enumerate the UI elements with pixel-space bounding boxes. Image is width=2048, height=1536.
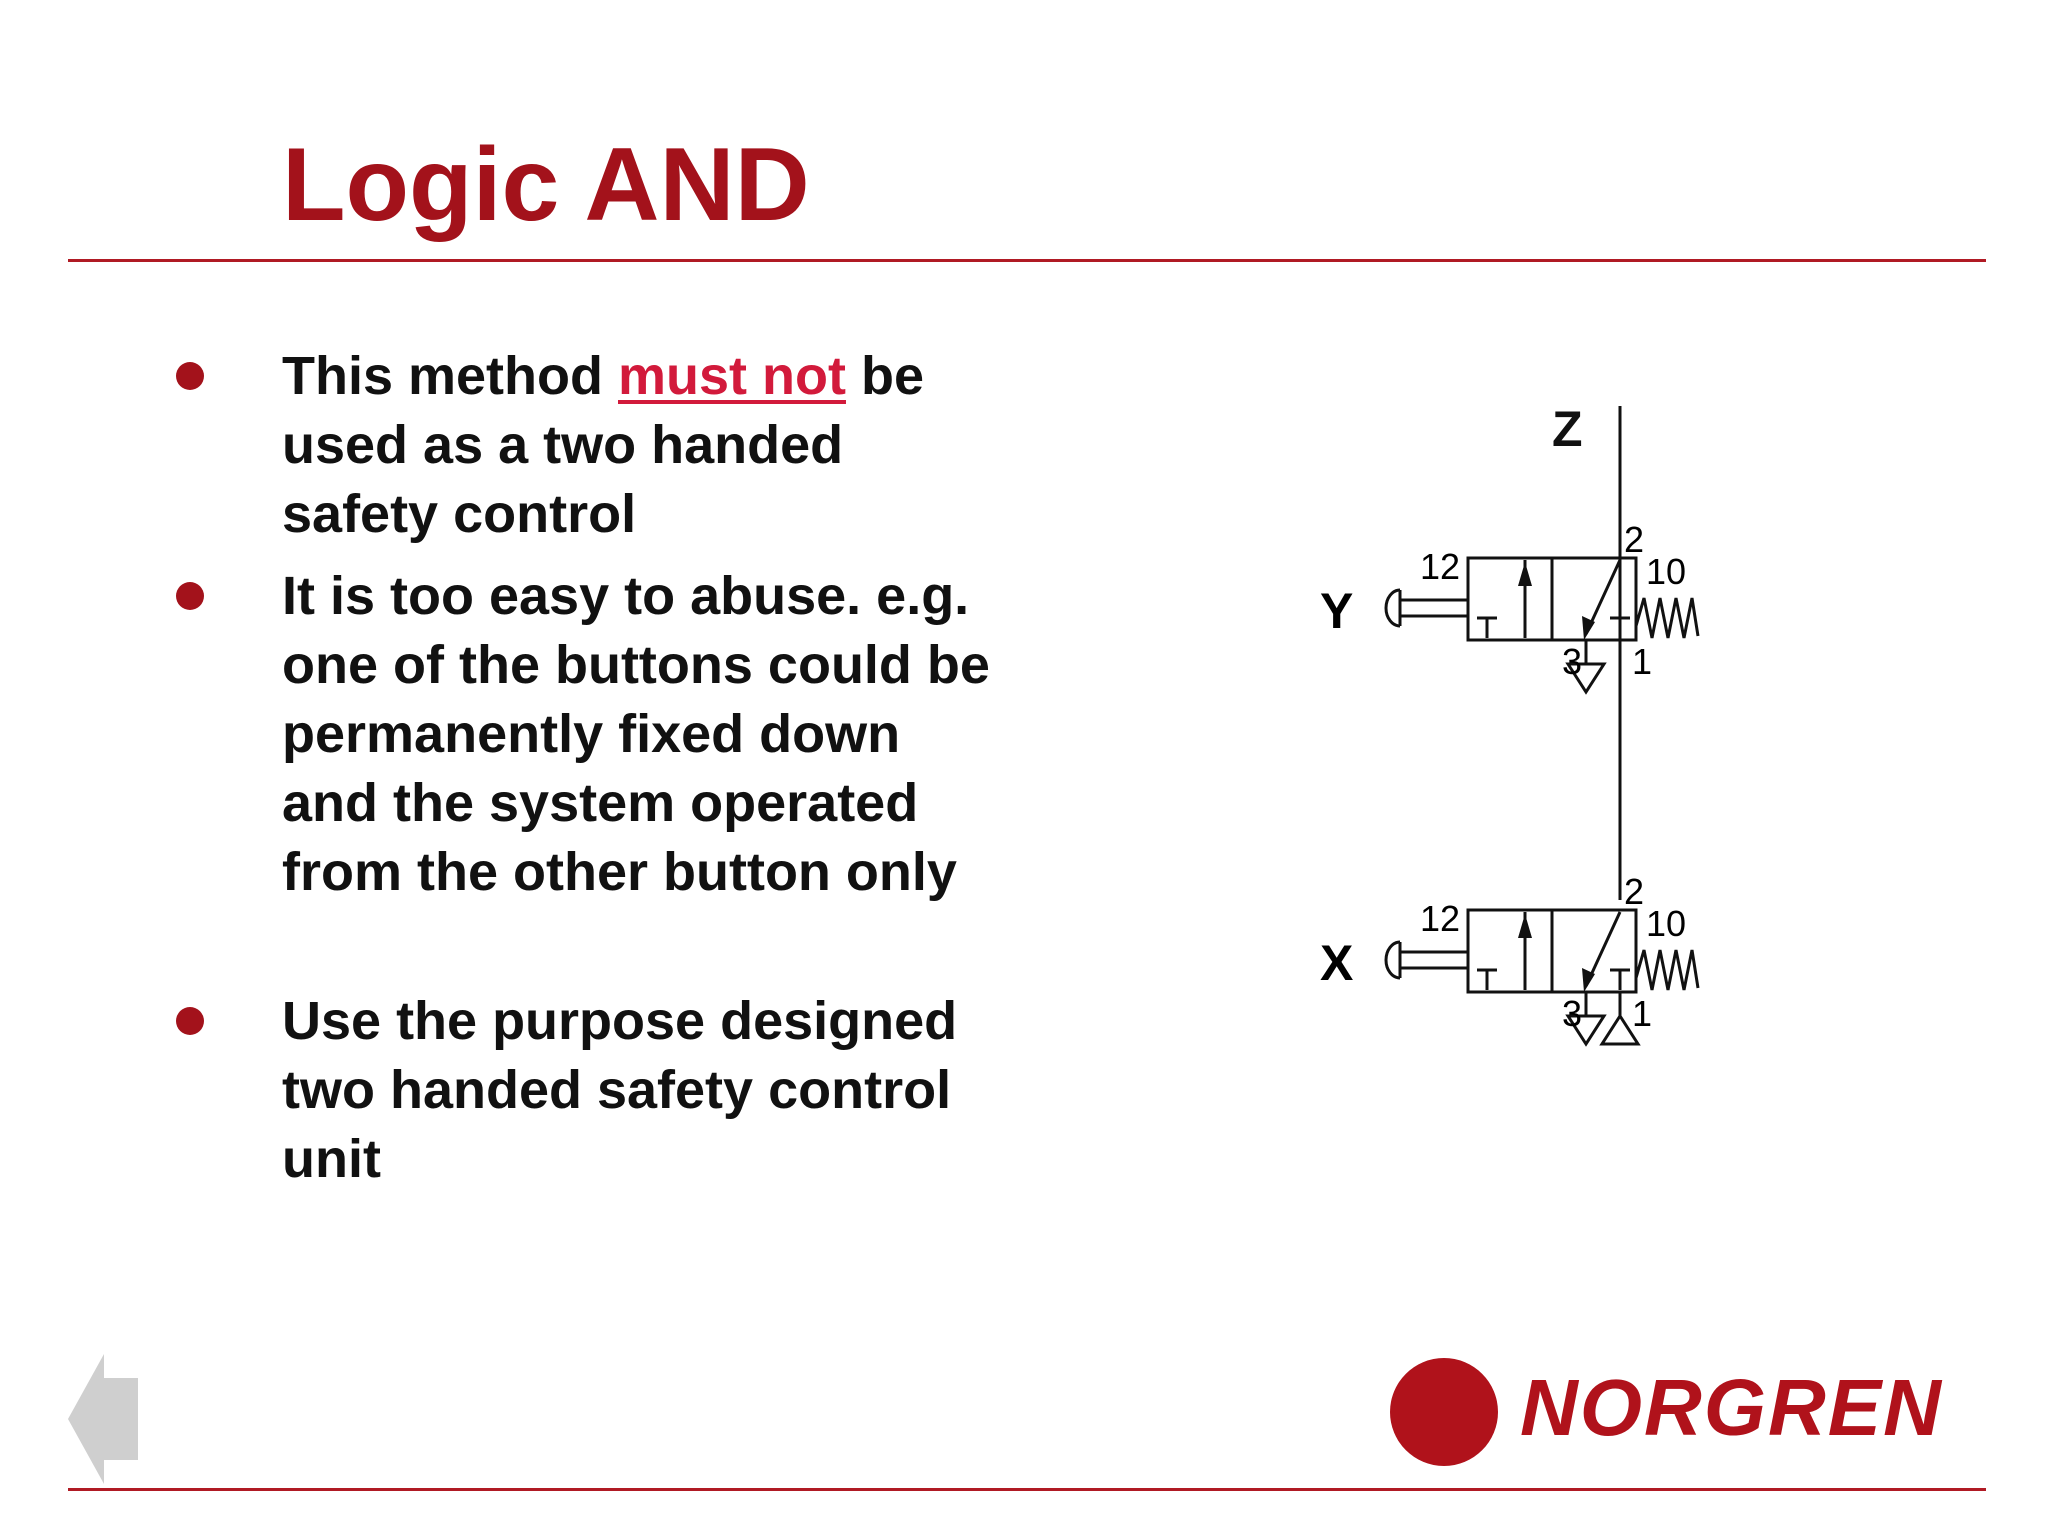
- port-label-10: 10: [1646, 551, 1687, 592]
- bullet-item: [282, 562, 1002, 907]
- must-not-emphasis: must not: [618, 346, 846, 406]
- valve-body-right: [1552, 558, 1636, 640]
- bullet-dot-icon: [176, 362, 204, 390]
- bullet-dot-icon: [176, 1007, 204, 1035]
- port-label-3: 3: [1562, 641, 1583, 682]
- flow-arrow-icon: [1518, 914, 1532, 938]
- spring-icon: [1636, 950, 1698, 990]
- footer-divider: [68, 1488, 1986, 1491]
- slide-title: Logic AND: [282, 127, 810, 243]
- port-label-12: 12: [1420, 898, 1461, 939]
- spring-icon: [1636, 598, 1698, 638]
- valve-body-left: [1468, 558, 1552, 640]
- valve-y: [1320, 519, 1698, 692]
- valve-body-right: [1552, 910, 1636, 992]
- port-label-12: 12: [1420, 546, 1461, 587]
- flow-arrow-icon: [1518, 562, 1532, 586]
- valve-label-x: X: [1320, 935, 1354, 991]
- back-arrow-icon[interactable]: [66, 1352, 142, 1486]
- logo-circle-icon: [1390, 1358, 1498, 1466]
- norgren-logo: [1390, 1352, 1990, 1472]
- bullet-dot-icon: [176, 582, 204, 610]
- port-label-3: 3: [1562, 993, 1583, 1034]
- port-label-1: 1: [1632, 993, 1653, 1034]
- valve-x: [1320, 871, 1698, 1044]
- bullet-text: It is too easy to abuse. e.g. one of the buttons could be permanently fixed down and the system operated from the other button only: [282, 566, 990, 902]
- logo-text: NORGREN: [1520, 1363, 1943, 1452]
- port-label-2: 2: [1624, 519, 1645, 560]
- valve-label-y: Y: [1320, 583, 1354, 639]
- bullet-item: [282, 987, 1002, 1194]
- port-label-1: 1: [1632, 641, 1653, 682]
- port-label-10: 10: [1646, 903, 1687, 944]
- port-label-2: 2: [1624, 871, 1645, 912]
- bullet-item: [282, 342, 1002, 549]
- bullet-text: This method must not be used as a two handed safety control: [282, 346, 925, 544]
- pneumatic-and-circuit-diagram: [1290, 390, 1750, 1090]
- title-divider: [68, 259, 1986, 262]
- valve-body-left: [1468, 910, 1552, 992]
- output-label-z: Z: [1552, 401, 1583, 457]
- bullet-text: Use the purpose designed two handed safety control unit: [282, 991, 958, 1189]
